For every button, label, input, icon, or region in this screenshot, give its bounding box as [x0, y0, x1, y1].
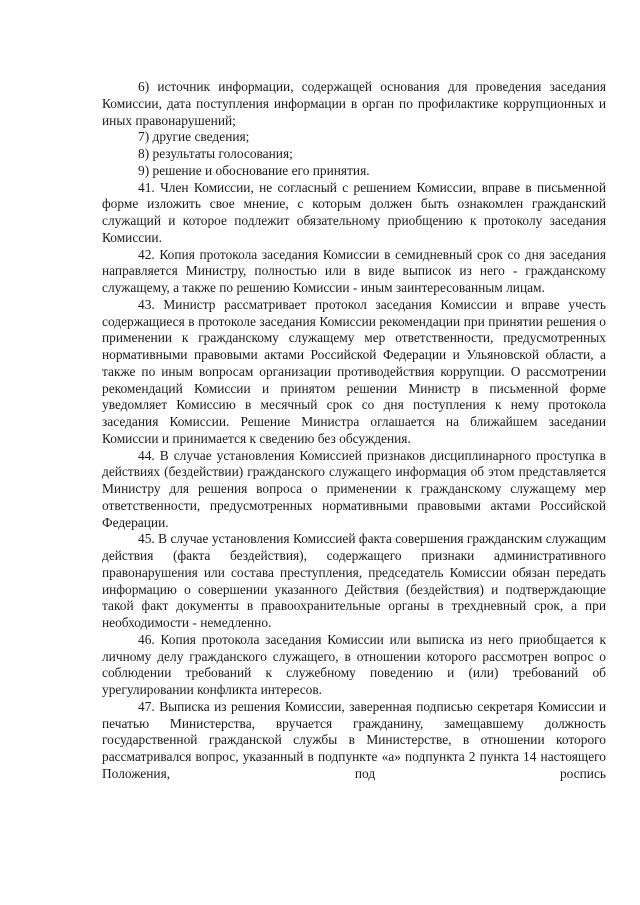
paragraph-item-6-source: 6) источник информации, содержащей основания для проведения заседания Комиссии, дата поступления информации в орган по профилактике коррупционных и иных правонарушений;	[102, 79, 606, 128]
paragraph-item-8-voting: 8) результаты голосования;	[138, 146, 293, 161]
paragraph-41: 41. Член Комиссии, не согласный с решением Комиссии, вправе в письменной форме изложить свое мнение, с которым должен быть ознакомлен гражданский служащий и которое подлежит обязательному приобщению к протоколу заседания Комиссии.	[102, 179, 606, 245]
paragraph-46: 46. Копия протокола заседания Комиссии или выписка из него приобщается к личному делу гражданского служащего, в отношении которого рассмотрен вопрос о соблюдении требований к служебному поведению и (или) требований об урегулировании конфликта интересов.	[102, 631, 606, 697]
paragraph-45: 45. В случае установления Комиссией факта совершения гражданским служащим действия (факта бездействия), содержащего признаки административного правонарушения или состава преступления, председатель Комиссии обязан передать информацию о совершении указанного Действия (бездействия) и подтверждающие такой факт документы в правоохранительные органы в трехдневный срок, а при необходимости - немедленно.	[102, 531, 606, 630]
paragraph-43: 43. Министр рассматривает протокол заседания Комиссии и вправе учесть содержащиеся в протоколе заседания Комиссии рекомендации при принятии решения о применении к гражданскому служащему мер ответственности, предусмотренных нормативными правовыми актами Российской Федерации и Ульяновской области, а также по иным вопросам организации противодействия коррупции. О рассмотрении рекомендаций Комиссии и принятом решении Министр в письменной форме уведомляет Комиссию в месячный срок со дня поступления к нему протокола заседания Комиссии. Решение Министра оглашается на ближайшем заседании Комиссии и принимается к сведению без обсуждения.	[102, 296, 606, 446]
paragraph-47: 47. Выписка из решения Комиссии, заверенная подписью секретаря Комиссии и печатью Министерства, вручается гражданину, замещавшему должность государственной гражданской службы в Министерстве, в отношении которого рассматривался вопрос, указанный в подпункте «а» подпункта 2 пункта 14 настоящего Положения, под роспись	[102, 698, 606, 781]
paragraph-item-9-decision: 9) решение и обоснование его принятия.	[138, 162, 370, 178]
paragraph-42: 42. Копия протокола заседания Комиссии в семидневный срок со дня заседания направляется Министру, полностью или в виде выписок из него - гражданскому служащему, а также по решению Комиссии - иным заинтересованным лицам.	[102, 246, 606, 295]
document-body	[102, 79, 606, 783]
paragraph-item-7-other: 7) другие сведения;	[138, 129, 250, 145]
paragraph-44: 44. В случае установления Комиссией признаков дисциплинарного проступка в действиях (бездействии) гражданского служащего информация об этом представляется Министру для решения вопроса о применении к гражданскому служащему мер ответственности, предусмотренных нормативными правовыми актами Российской Федерации.	[102, 447, 606, 530]
